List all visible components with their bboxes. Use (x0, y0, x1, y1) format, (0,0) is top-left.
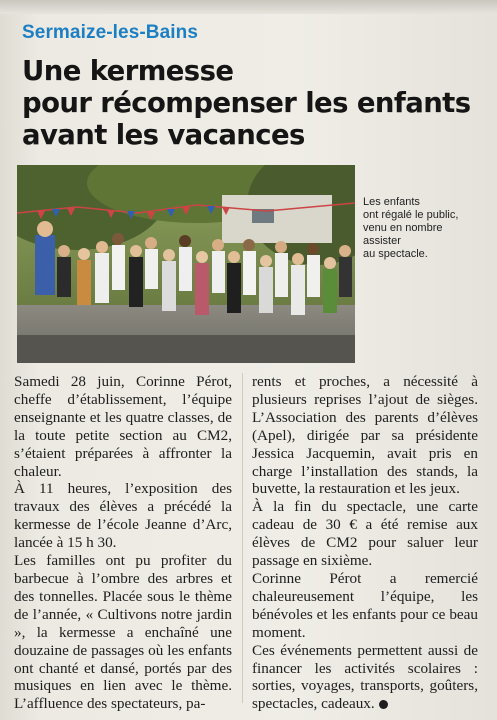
end-mark-icon (379, 700, 388, 709)
caption-line: au spectacle. (363, 248, 428, 260)
caption-line: ont régalé le public, (363, 209, 459, 221)
paragraph: Corinne Pérot a remercié chaleureusement l’équipe, les bénévoles et les enfants pour ce beau moment. (252, 569, 478, 641)
photo-caption (363, 196, 481, 261)
caption-line: venu en nombre (363, 222, 443, 234)
page-top-edge (0, 0, 497, 14)
paragraph-final (252, 642, 478, 714)
kermesse-photo (17, 165, 355, 363)
headline-line: avant les vacances (22, 119, 305, 151)
headline (22, 55, 482, 151)
caption-line: Les enfants (363, 196, 420, 208)
paragraph: À 11 heures, l’exposition des travaux des élèves a précédé la kermesse de l’école Jeanne d’Arc, lancée à 15 h 30. (14, 480, 232, 552)
paragraph: Les familles ont pu profiter du barbecue à l’ombre des arbres et des tonnelles. Placée sous le thème de l’année, « Cultivons notre jardin », la kermesse a enchaîné une douzaine de passages où les enfants ont chanté et dansé, portés par des musiques en lien avec le thème. L’affluence des spectateurs, pa- (14, 552, 232, 713)
article-column-1 (14, 373, 232, 713)
paragraph: À la fin du spectacle, une carte cadeau de 30 € a été remise aux élèves de CM2 pour saluer leur passage en sixième. (252, 498, 478, 570)
article-column-2 (252, 373, 478, 713)
paragraph: rents et proches, a nécessité à plusieurs reprises l’ajout de sièges. L’Association des parents d’élèves (Apel), dirigée par sa présidente Jessica Jacquemin, avait pris en charge l’installation des stands, la buvette, la restauration et les jeux. (252, 373, 478, 498)
headline-line: Une kermesse (22, 55, 234, 87)
headline-line: pour récompenser les enfants (22, 87, 471, 119)
paragraph: Samedi 28 juin, Corinne Pérot, cheffe d’établissement, l’équipe enseignante et les quatre classes, de la toute petite section au CM2, s’étaient préparées à affronter la chaleur. (14, 373, 232, 480)
caption-line: assister (363, 235, 401, 247)
paragraph-text: Ces événements permettent aussi de financer les activités scolaires : sorties, voyages, transports, goûters, spectacles, cadeaux. (252, 641, 478, 713)
section-title: Sermaize-les-Bains (22, 22, 199, 43)
column-divider (242, 373, 243, 703)
